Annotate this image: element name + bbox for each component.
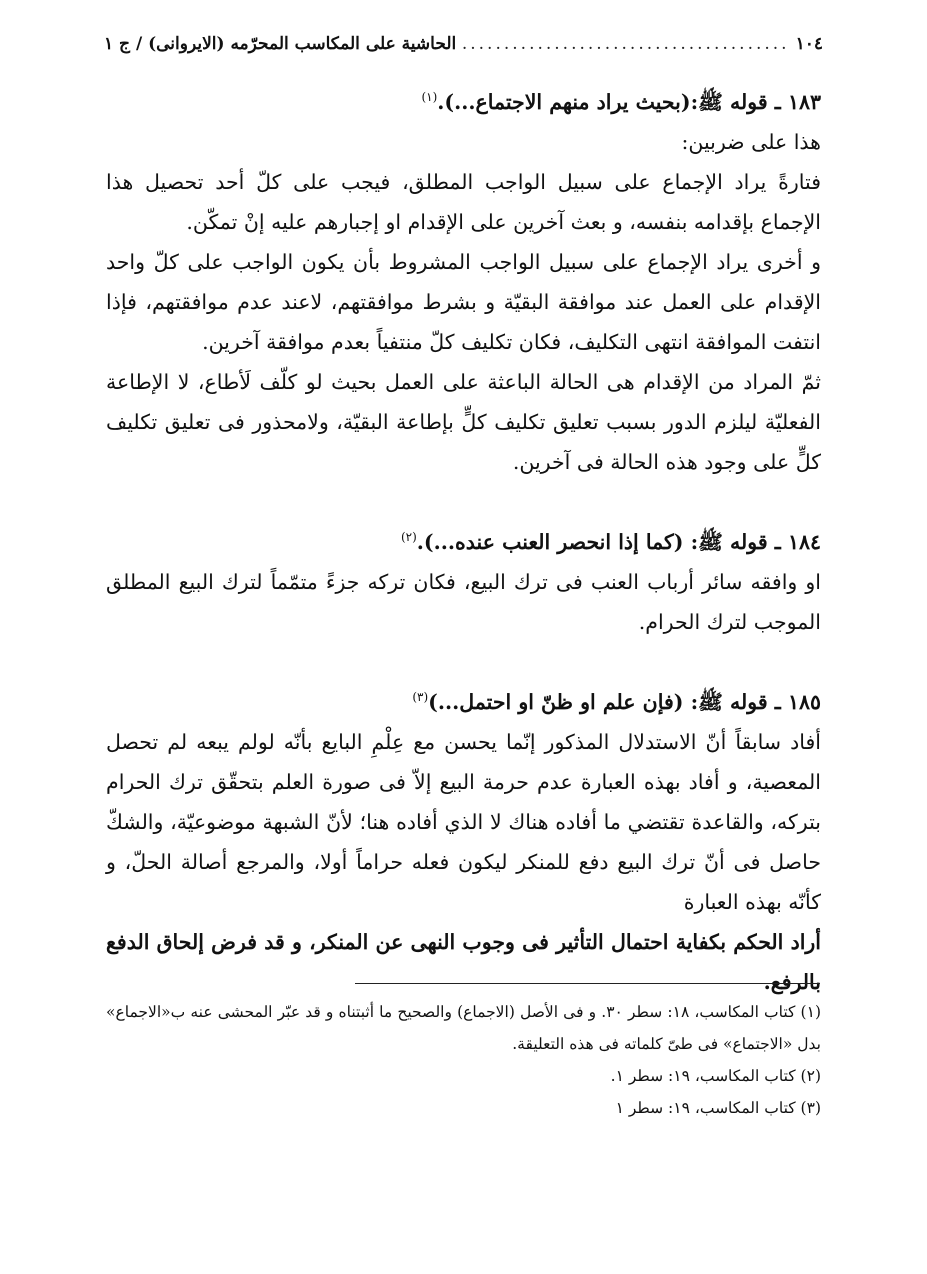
footnotes <box>106 996 821 1124</box>
footnote-ref-2: (٢) <box>400 530 417 545</box>
paragraph: او وافقه سائر أرباب العنب فى ترك البيع، فكان تركه جزءً متمّماً لترك البيع المطلق الموجب لترك الحرام. <box>106 570 821 634</box>
paragraph: هذا على ضربين: <box>681 130 821 154</box>
running-header <box>104 34 823 64</box>
main-text <box>106 82 821 1002</box>
header-leader-dots <box>462 34 789 54</box>
footnote-separator <box>355 983 820 984</box>
page-number: ١٠٤ <box>795 34 823 54</box>
section-heading-183: ١٨٣ ـ قوله ﷺ:(بحيث يراد منهم الاجتماع...).$^{(١)}$ <box>421 90 821 114</box>
paragraph: أفاد سابقاً أنّ الاستدلال المذكور إنّما يحسن مع عِلْمِ البايع بأنّه لولم يبعه لم تحصل المعصية، و أفاد بهذه العبارة عدم حرمة البيع إلاّ فى صورة العلم بتحقّق ترك الحرام بتركه، والقاعدة تقتضي ما أفاده هناك لا الذي أفاده هنا؛ لأنّ الشبهة موضوعيّة، والشكّ حاصل فى أنّ ترك البيع دفع للمنكر ليكون فعله حراماً أولا، والمرجع أصالة الحلّ، و كأنّه بهذه العبارة <box>106 730 821 914</box>
footnote-2: (٢) كتاب المكاسب، ١٩: سطر ١. <box>610 1067 821 1085</box>
header-title: الحاشية على المكاسب المحرّمه (الايروانى) / ج ١ <box>104 34 457 54</box>
footnote-ref-3: (٣) <box>412 690 429 705</box>
paragraph: ثمّ المراد من الإقدام هى الحالة الباعثة على العمل بحيث لو كلّف لَأطاع، لا الإطاعة الفعليّة ليلزم الدور بسبب تعليق تكليف كلٍّ بإطاعة البقيّة، ولامحذور فى تعليق تكليف كلٍّ على وجود هذه الحالة فى آخرين. <box>106 370 821 474</box>
section-heading-185: ١٨٥ ـ قوله ﷺ: (فإن علم او ظنّ او احتمل...)$^{(٣)}$ <box>412 690 821 714</box>
footnote-3: (٣) كتاب المكاسب، ١٩: سطر ١ <box>615 1099 821 1117</box>
paragraph: و أخرى يراد الإجماع على سبيل الواجب المشروط بأن يكون الواجب على كلّ واحد الإقدام على العمل عند موافقة البقيّة و بشرط موافقتهم، لاعند عدم موافقتهم، فإذا انتفت الموافقة انتهى التكليف، فكان تكليف كلّ منتفياً بعدم موافقة آخرين. <box>106 250 821 354</box>
paragraph-bold-conclusion: أراد الحكم بكفاية احتمال التأثير فى وجوب النهى عن المنكر، و قد فرض إلحاق الدفع بالرفع. <box>106 930 821 994</box>
section-heading-184: ١٨٤ ـ قوله ﷺ: (كما إذا انحصر العنب عنده...).$^{(٢)}$ <box>400 530 821 554</box>
footnote-ref-1: (١) <box>421 90 438 105</box>
paragraph: فتارةً يراد الإجماع على سبيل الواجب المطلق، فيجب على كلّ أحد تحصيل هذا الإجماع بإقدامه بنفسه، و بعث آخرين على الإقدام او إجبارهم عليه إنْ تمكّن. <box>106 170 821 234</box>
footnote-1: (١) كتاب المكاسب، ١٨: سطر ٣٠. و فى الأصل (الاجماع) والصحيح ما أثبتناه و قد عبّر المحشى عنه ب«الاجماع» بدل «الاجتماع» فى طىّ كلماته فى هذه التعليقة. <box>106 1003 821 1053</box>
